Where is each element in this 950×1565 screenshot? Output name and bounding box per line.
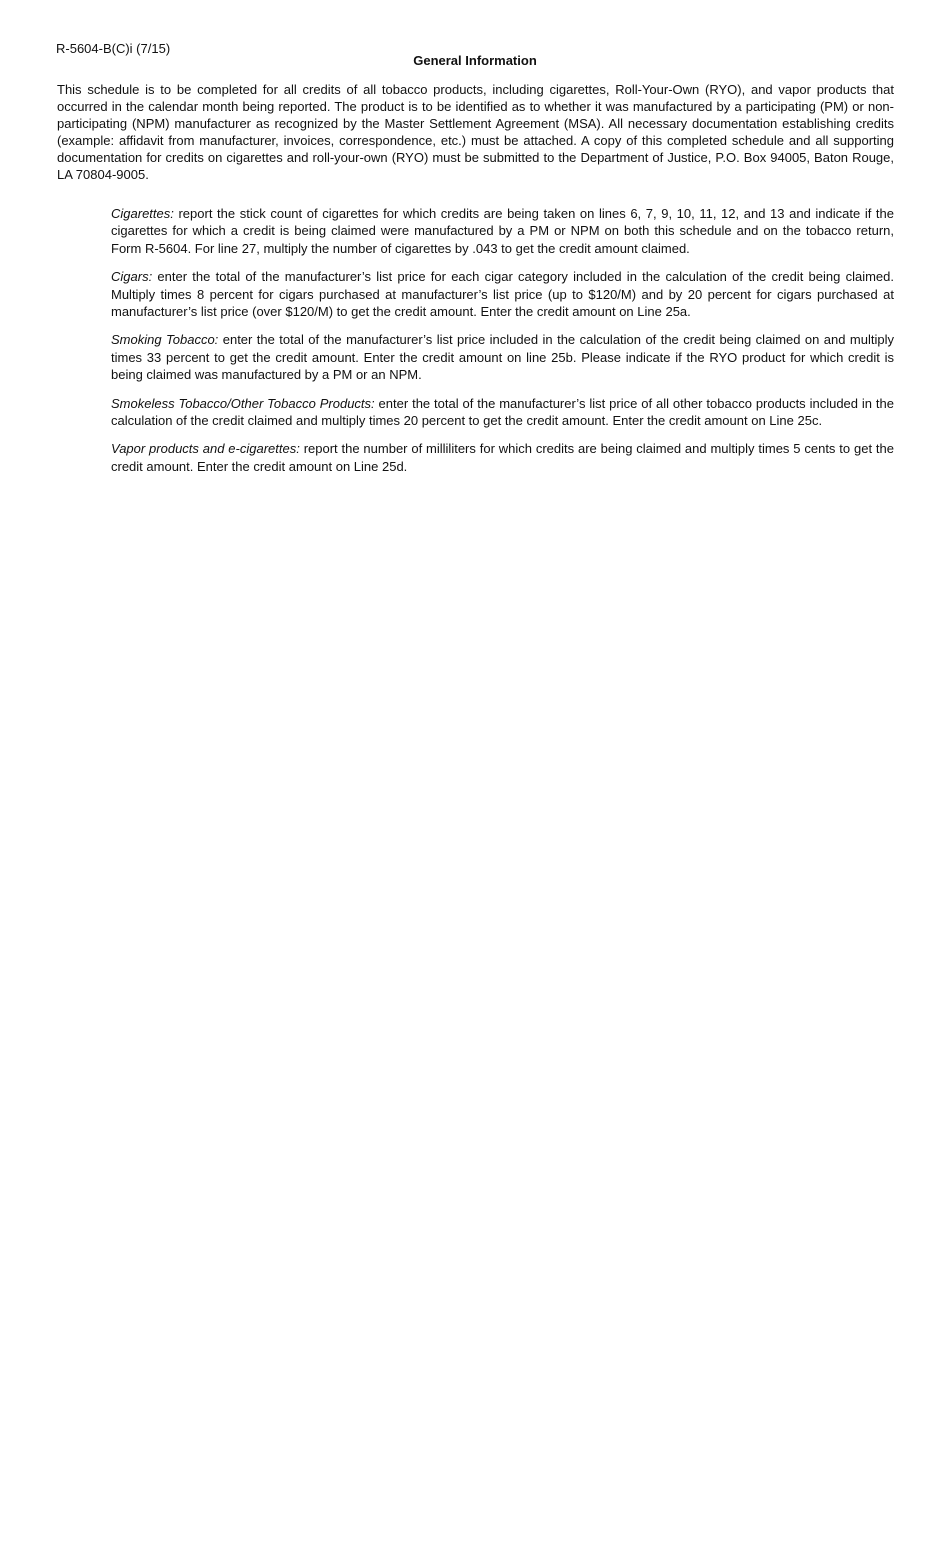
- section-text: enter the total of the manufacturer’s list price for each cigar category included in the calculation of the credit being claimed. Multiply times 8 percent for cigars purchased at manufacturer’s list price (up to $120/M) and by 20 percent for cigars purchased at manufacturer’s list price (over $120/M) to get the credit amount. Enter the credit amount on Line 25a.: [111, 269, 894, 320]
- section-label: Cigarettes:: [111, 206, 174, 221]
- instruction-sections: [111, 205, 894, 486]
- form-number: R-5604-B(C)i (7/15): [56, 41, 171, 56]
- smokeless-tobacco-instructions: [111, 395, 894, 430]
- section-label: Smokeless Tobacco/Other Tobacco Products:: [111, 395, 375, 411]
- section-label: Cigars:: [111, 269, 153, 285]
- page-title: General Information: [413, 53, 537, 68]
- smoking-tobacco-instructions: [111, 331, 894, 383]
- section-text: report the number of milliliters for which credits are being claimed and multiply times 5 cents to get the credit amount. Enter the credit amount on Line 25d.: [111, 441, 894, 474]
- cigars-instructions: [111, 268, 894, 320]
- intro-paragraph: This schedule is to be completed for all credits of all tobacco products, including cigarettes, Roll-Your-Own (RYO), and vapor products that occurred in the calendar month being reported. The product is to be identified as to whether it was manufactured by a participating (PM) or non-participating (NPM) manufacturer as recognized by the Master Settlement Agreement (MSA). All necessary documentation establishing credits (example: affidavit from manufacturer, invoices, correspondence, etc.) must be attached. A copy of this completed schedule and all supporting documentation for credits on cigarettes and roll-your-own (RYO) must be submitted to the Department of Justice, P.O. Box 94005, Baton Rouge, LA 70804-9005.: [57, 82, 894, 182]
- section-text: enter the total of the manufacturer’s list price of all other tobacco products included in the calculation of the credit claimed and multiply times 20 percent to get the credit amount. Enter the credit amount on Line 25c.: [111, 395, 894, 429]
- section-label: Vapor products and e-cigarettes:: [111, 441, 300, 457]
- section-text: report the stick count of cigarettes for which credits are being taken on lines 6, 7, 9, 10, 11, 12, and 13 and indicate if the cigarettes for which a credit is being claimed were manufactured by a PM or NPM on both this schedule and on the tobacco return, Form R-5604. For line 27, multiply the number of cigarettes by .043 to get the credit amount claimed.: [111, 206, 894, 256]
- cigarettes-instructions: [111, 205, 894, 257]
- vapor-products-instructions: [111, 440, 894, 475]
- section-label: Smoking Tobacco:: [111, 332, 219, 348]
- section-text: enter the total of the manufacturer’s list price included in the calculation of the credit being claimed on and multiply times 33 percent to get the credit amount. Enter the credit amount on line 25b. Please indicate if the RYO product for which credit is being claimed was manufactured by a PM or an NPM.: [111, 332, 894, 383]
